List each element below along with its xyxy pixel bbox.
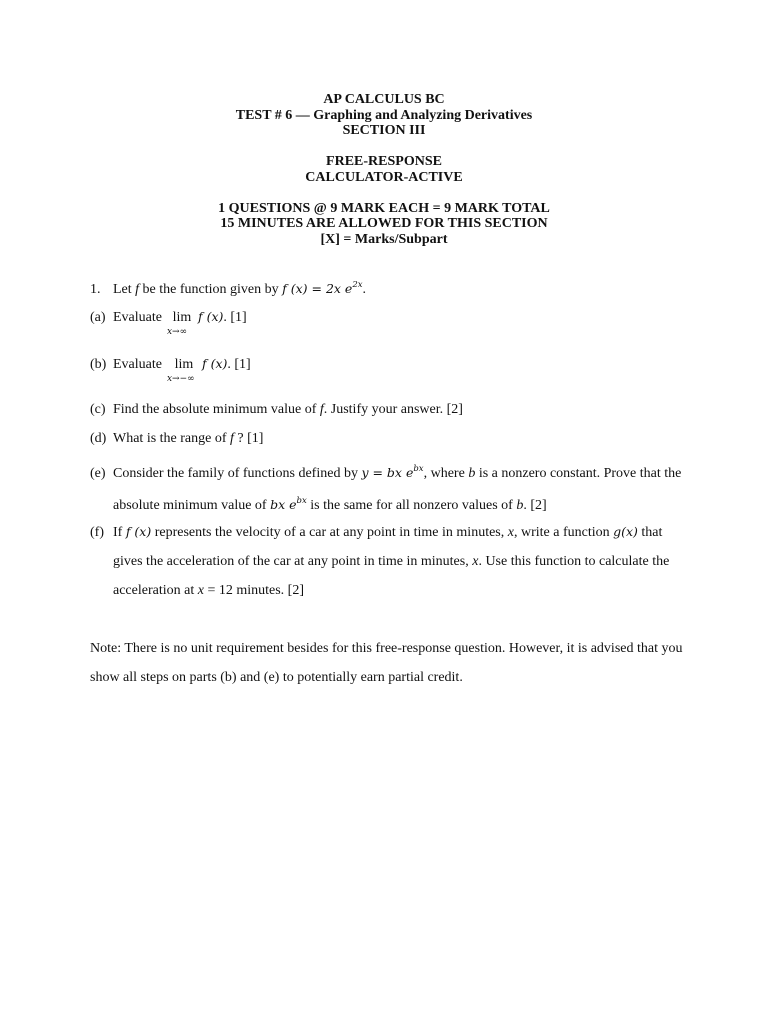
part-d-label: (d)	[90, 431, 107, 446]
part-e-continued: absolute minimum value of bx $e^{bx}$ is the same for all nonzero values of b. [2]	[113, 496, 547, 513]
question-number: 1.	[90, 282, 101, 297]
part-b-label: (b)	[90, 357, 107, 372]
part-e: (e) Consider the family of functions defined by y = bx $e^{bx}$, where b is a nonzero constant. Prove that the	[90, 464, 682, 481]
part-f-continued-1: gives the acceleration of the car at any point in time in minutes, x. Use this function to calculate the	[113, 554, 670, 569]
part-b: (b) Evaluate lim x→−∞ f (x). [1]	[90, 356, 251, 384]
part-c-label: (c)	[90, 402, 106, 417]
time-allowed: 15 MINUTES ARE ALLOWED FOR THIS SECTION	[220, 216, 548, 231]
response-type: FREE-RESPONSE	[326, 154, 442, 169]
course-title: AP CALCULUS BC	[323, 92, 445, 107]
part-d: (d) What is the range of f ? [1]	[90, 431, 264, 446]
part-e-label: (e)	[90, 466, 106, 481]
note-line-1: Note: There is no unit requirement besides for this free-response question. However, it is advised that you	[90, 641, 683, 656]
part-f-label: (f)	[90, 525, 104, 540]
note-line-2: show all steps on parts (b) and (e) to potentially earn partial credit.	[90, 670, 463, 685]
function-formula: f (x) = 2x e	[282, 281, 353, 296]
marks-summary: 1 QUESTIONS @ 9 MARK EACH = 9 MARK TOTAL	[218, 201, 550, 216]
limit-notation: lim x→∞	[166, 310, 192, 337]
question-1-intro: 1. Let f be the function given by f (x) = 2x $e^{2x}$.	[90, 280, 367, 297]
test-title: TEST # 6 — Graphing and Analyzing Derivatives	[235, 108, 533, 123]
part-f-continued-2: acceleration at x = 12 minutes. [2]	[113, 583, 304, 598]
part-f: (f) If f (x) represents the velocity of a car at any point in time in minutes, x, write a function g(x) that	[90, 524, 663, 540]
part-a-label: (a)	[90, 310, 106, 325]
section-title: SECTION III	[342, 123, 426, 138]
marks-legend: [X] = Marks/Subpart	[320, 232, 448, 247]
part-c: (c) Find the absolute minimum value of f. Justify your answer. [2]	[90, 402, 463, 417]
part-a: (a) Evaluate lim x→∞ f (x). [1]	[90, 309, 247, 337]
limit-notation: lim x→−∞	[166, 357, 195, 384]
calculator-policy: CALCULATOR-ACTIVE	[305, 170, 463, 185]
